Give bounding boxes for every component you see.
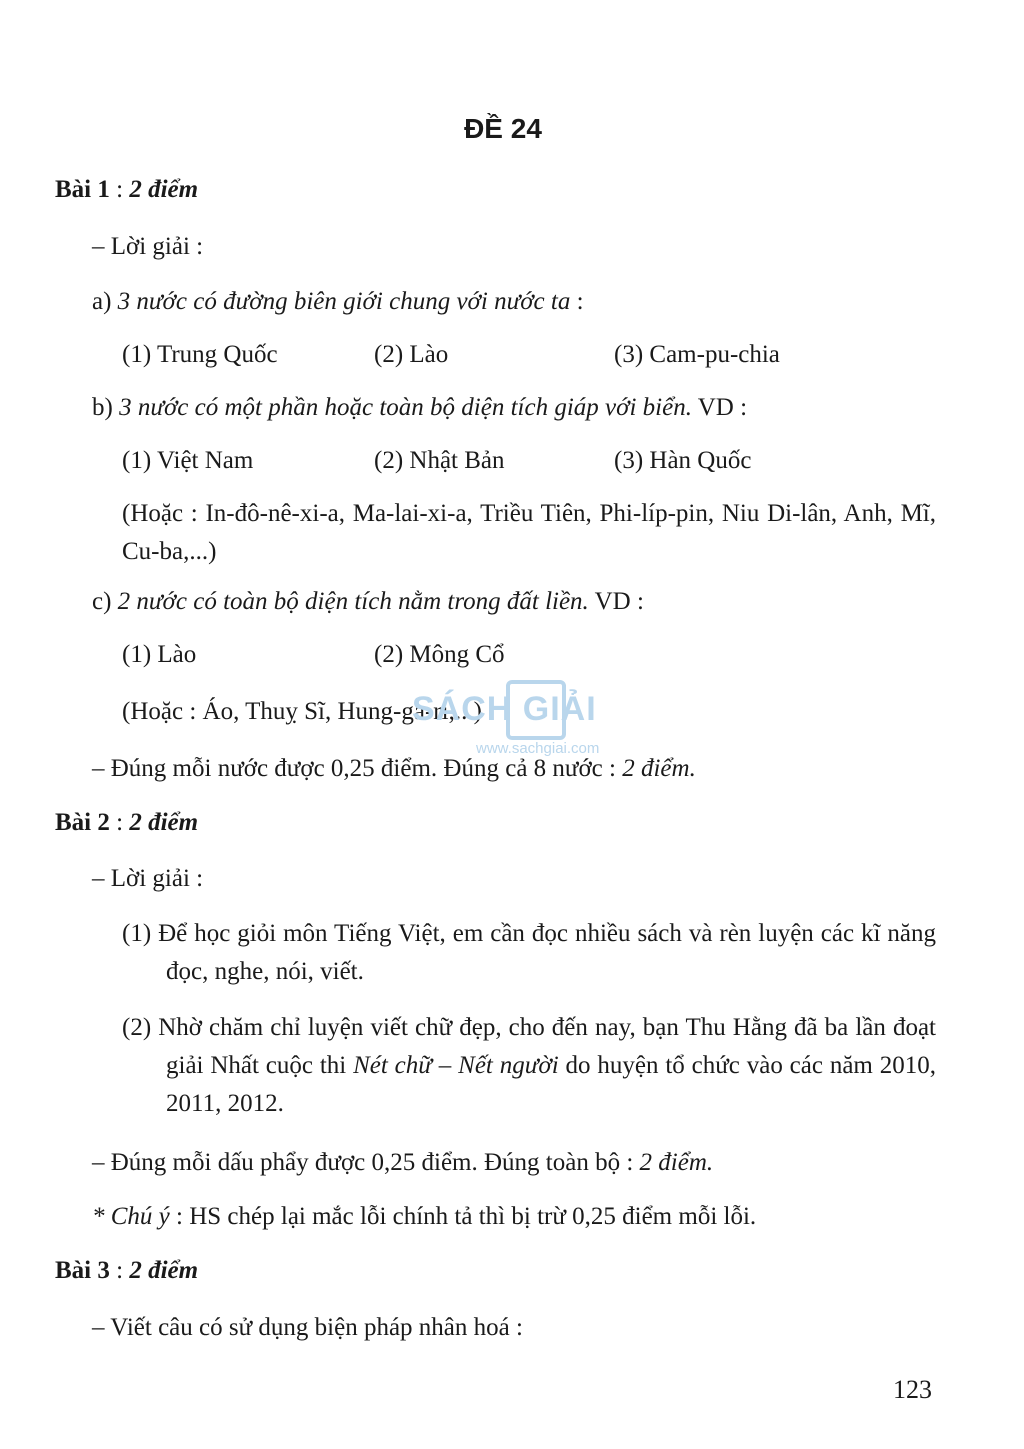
bai1-heading-points: 2 điểm — [129, 176, 199, 203]
bai1-loigiai: – Lời giải : — [92, 233, 204, 260]
bai1-b-note: (Hoặc : In-đô-nê-xi-a, Ma-lai-xi-a, Triều Tiên, Phi-líp-pin, Niu Di-lân, Anh, Mĩ, Cu-ba,...) — [122, 500, 936, 565]
bai1-heading — [55, 175, 198, 205]
bai1-c-prefix: c) — [92, 588, 118, 615]
bai2-item-2-text: (2) Nhờ chăm chỉ luyện viết chữ đẹp, cho đến nay, bạn Thu Hằng đã ba lần đoạt giải Nhất cuộc thi — [122, 1014, 936, 1079]
bai1-c-suffix: VD : — [588, 588, 644, 615]
bai1-c-item: (1) Lào — [122, 641, 197, 668]
bai1-score-text: – Đúng mỗi nước được 0,25 điểm. Đúng cả 8 nước : — [92, 755, 623, 782]
watermark-text: SÁCH GIẢI — [412, 690, 597, 728]
bai1-a-item: (1) Trung Quốc — [122, 341, 278, 368]
bai2-item-1-text: (1) Để học giỏi môn Tiếng Việt, em cần đọc nhiều sách và rèn luyện các kĩ năng đọc, nghe, nói, viết. — [122, 920, 936, 985]
bai2-score — [92, 1148, 713, 1178]
bai1-b-item: (3) Hàn Quốc — [614, 447, 752, 474]
bai2-score-points: 2 điểm. — [639, 1149, 714, 1176]
bai1-a-item: (3) Cam-pu-chia — [614, 341, 780, 368]
bai2-item-2-contest: Nét chữ – Nết người — [353, 1052, 559, 1079]
bai1-heading-label: Bài 1 — [55, 176, 110, 203]
bai1-b-item: (2) Nhật Bản — [374, 447, 505, 474]
bai3-heading-points: 2 điểm — [129, 1257, 199, 1284]
bai2-note — [92, 1202, 756, 1232]
bai2-note-text: : HS chép lại mắc lỗi chính tả thì bị trừ 0,25 điểm mỗi lỗi. — [169, 1203, 757, 1230]
watermark-url: www.sachgiai.com — [476, 740, 600, 757]
bai1-a-prefix: a) — [92, 288, 118, 315]
bai1-c-text: 2 nước có toàn bộ diện tích nằm trong đất liền. — [117, 588, 589, 615]
bai2-heading-label: Bài 2 — [55, 809, 110, 836]
bai2-heading-points: 2 điểm — [129, 809, 199, 836]
bai1-score-points: 2 điểm. — [622, 755, 696, 782]
bai1-question-b — [92, 393, 747, 423]
bai3-heading-label: Bài 3 — [55, 1257, 110, 1284]
bai2-note-label: * Chú ý — [92, 1203, 170, 1230]
bai2-score-text: – Đúng mỗi dấu phẩy được 0,25 điểm. Đúng toàn bộ : — [92, 1149, 640, 1176]
bai1-b-suffix: VD : — [691, 394, 748, 421]
bai1-heading-sep: : — [109, 176, 130, 203]
bai2-item-1 — [122, 915, 936, 991]
bai3-line-1: – Viết câu có sử dụng biện pháp nhân hoá : — [92, 1314, 523, 1341]
bai1-c-note: (Hoặc : Áo, Thuỵ Sĩ, Hung-ga-ri,...) — [122, 698, 482, 725]
bai1-question-c — [92, 587, 644, 617]
bai2-item-2-rest: do huyện tổ chức vào các năm 2010, 2011, 2012. — [166, 1052, 936, 1117]
bai2-item-2 — [122, 1009, 936, 1123]
page-number: 123 — [893, 1375, 932, 1404]
bai1-b-item: (1) Việt Nam — [122, 447, 254, 474]
bai3-heading — [55, 1256, 198, 1286]
bai1-a-item: (2) Lào — [374, 341, 449, 368]
bai2-loigiai: – Lời giải : — [92, 865, 204, 892]
bai1-a-text: 3 nước có đường biên giới chung với nước ta — [117, 288, 571, 315]
bai2-heading-sep: : — [109, 809, 130, 836]
bai1-c-item: (2) Mông Cổ — [374, 641, 505, 668]
exam-title: ĐỀ 24 — [464, 113, 542, 144]
bai1-question-a — [92, 287, 584, 317]
bai1-b-text: 3 nước có một phần hoặc toàn bộ diện tích giáp với biển. — [119, 394, 692, 421]
bai2-heading — [55, 808, 198, 838]
watermark-logo — [412, 676, 622, 762]
bai3-heading-sep: : — [109, 1257, 130, 1284]
bai1-b-prefix: b) — [92, 394, 120, 421]
bai1-a-suffix: : — [570, 288, 584, 315]
